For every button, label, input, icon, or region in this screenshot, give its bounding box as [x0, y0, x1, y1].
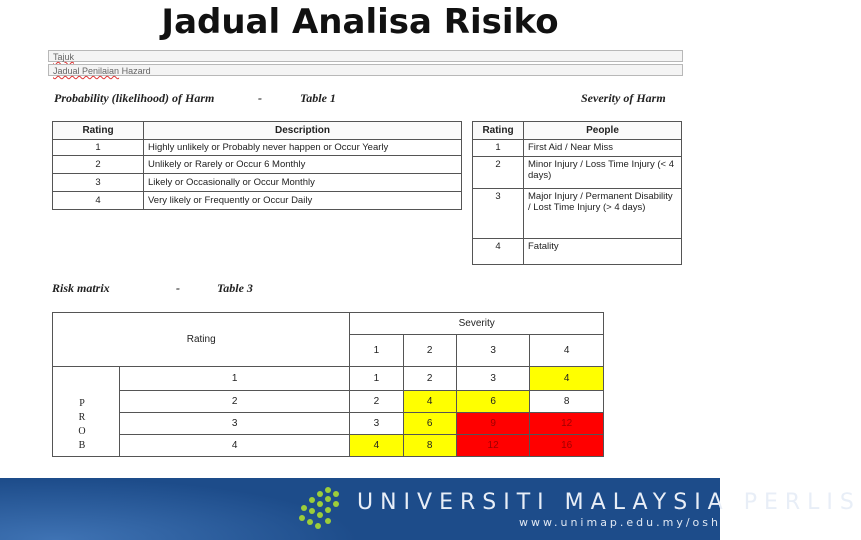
doc-title-strip	[48, 50, 683, 62]
risk-cell: 3	[350, 413, 403, 435]
matrix-heading: Risk matrix	[52, 281, 110, 295]
people-cell: Minor Injury / Loss Time Injury (< 4 days)	[524, 157, 682, 189]
severity-col-header: 3	[456, 335, 530, 367]
probability-table	[52, 121, 462, 210]
matrix-rating-label: Rating	[53, 313, 350, 367]
table-row	[53, 140, 462, 156]
prob-letter: O	[78, 426, 86, 437]
prob-letter: P	[79, 398, 85, 409]
rating-cell: 3	[53, 174, 144, 192]
col-header-people: People	[524, 122, 682, 140]
col-header-rating: Rating	[53, 122, 144, 140]
col-header-rating: Rating	[473, 122, 524, 140]
severity-heading: Severity of Harm	[581, 91, 666, 105]
people-cell: First Aid / Near Miss	[524, 140, 682, 157]
table-row	[53, 174, 462, 192]
risk-cell: 6	[456, 391, 530, 413]
strip-title: Tajuk	[53, 52, 75, 62]
risk-cell: 16	[530, 435, 604, 457]
table-row	[53, 391, 604, 413]
table-row	[473, 157, 682, 189]
prob-vertical-label	[73, 397, 91, 453]
description-cell: Unlikely or Rarely or Occur 6 Monthly	[144, 156, 462, 174]
table-row	[53, 435, 604, 457]
table1-label: Table 1	[300, 91, 336, 105]
rating-cell: 2	[53, 156, 144, 174]
prob-row-header: 4	[120, 435, 350, 457]
risk-cell: 4	[403, 391, 456, 413]
severity-col-header: 4	[530, 335, 604, 367]
risk-cell: 8	[530, 391, 604, 413]
table-row	[53, 192, 462, 210]
risk-cell: 8	[403, 435, 456, 457]
rating-cell: 3	[473, 189, 524, 239]
table-row	[53, 413, 604, 435]
prob-letter: B	[78, 440, 86, 451]
table-row	[53, 367, 604, 391]
description-cell: Likely or Occasionally or Occur Monthly	[144, 174, 462, 192]
people-cell: Fatality	[524, 239, 682, 265]
description-cell: Highly unlikely or Probably never happen or Occur Yearly	[144, 140, 462, 156]
table-row	[473, 239, 682, 265]
risk-cell: 4	[530, 367, 604, 391]
severity-table	[472, 121, 682, 265]
rating-cell: 1	[53, 140, 144, 156]
prob-row-header: 3	[120, 413, 350, 435]
table-row	[53, 156, 462, 174]
matrix-label: Table 3	[217, 281, 253, 295]
risk-cell: 1	[350, 367, 403, 391]
rating-cell: 1	[473, 140, 524, 157]
severity-col-header: 1	[350, 335, 403, 367]
rating-cell: 4	[473, 239, 524, 265]
prob-row-header: 2	[120, 391, 350, 413]
risk-cell: 4	[350, 435, 403, 457]
risk-cell: 12	[530, 413, 604, 435]
severity-col-header: 2	[403, 335, 456, 367]
prob-row-header: 1	[120, 367, 350, 391]
risk-cell: 9	[456, 413, 530, 435]
table-row	[473, 140, 682, 157]
risk-cell: 6	[403, 413, 456, 435]
strip-subtitle-b: Hazard	[121, 66, 151, 76]
rating-cell: 2	[473, 157, 524, 189]
university-logo-icon	[290, 484, 350, 536]
footer-url: www.unimap.edu.my/osh	[519, 516, 721, 529]
col-header-description: Description	[144, 122, 462, 140]
risk-cell: 2	[350, 391, 403, 413]
table1-heading: Probability (likelihood) of Harm	[54, 91, 215, 105]
risk-cell: 12	[456, 435, 530, 457]
risk-matrix-table	[52, 312, 604, 457]
table1-dash: -	[258, 91, 262, 105]
description-cell: Very likely or Frequently or Occur Daily	[144, 192, 462, 210]
rating-cell: 4	[53, 192, 144, 210]
prob-letter: R	[78, 412, 86, 423]
page-title: Jadual Analisa Risiko	[161, 2, 559, 42]
risk-cell: 2	[403, 367, 456, 391]
doc-subtitle-strip	[48, 64, 683, 76]
people-cell: Major Injury / Permanent Disability / Lost Time Injury (> 4 days)	[524, 189, 682, 239]
table-row	[473, 189, 682, 239]
matrix-severity-label: Severity	[350, 313, 604, 335]
strip-subtitle-a: Jadual Penilaian	[53, 66, 120, 76]
matrix-dash: -	[176, 281, 180, 295]
university-name: UNIVERSITI MALAYSIA PERLIS	[357, 490, 861, 515]
risk-cell: 3	[456, 367, 530, 391]
